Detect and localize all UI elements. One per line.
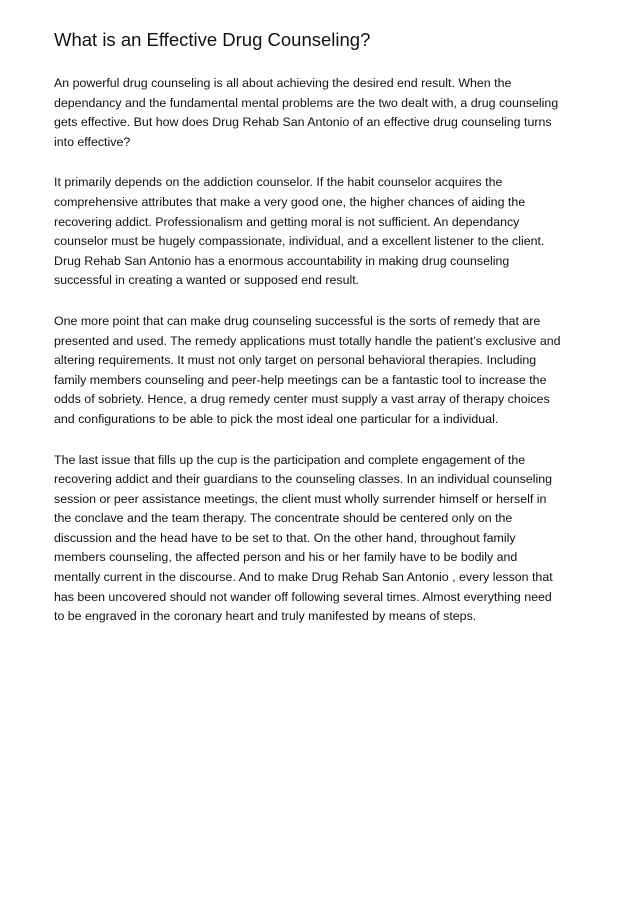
text-line: counselor must be hugely compassionate, individual, and a excellent listener to the client. <box>54 234 545 249</box>
text-line: altering requirements. It must not only target on personal behavioral therapies. Including <box>54 353 537 368</box>
page-title: What is an Effective Drug Counseling? <box>54 29 371 50</box>
text-line: presented and used. The remedy applications must totally handle the patient’s exclusive and <box>54 333 561 348</box>
text-line: comprehensive attributes that make a very good one, the higher chances of aiding the <box>54 194 526 209</box>
text-line: and configurations to be able to pick the most ideal one particular for a individual. <box>54 411 499 426</box>
text-line: It primarily depends on the addiction counselor. If the habit counselor acquires the <box>54 175 503 190</box>
text-line: One more point that can make drug counseling successful is the sorts of remedy that are <box>54 313 541 328</box>
text-line: gets effective. But how does Drug Rehab San Antonio of an effective drug counseling turns <box>54 115 552 130</box>
text-line: recovering addict. Professionalism and getting moral is not sufficient. An dependancy <box>54 214 520 229</box>
text-line: members counseling, the affected person and his or her family have to be bodily and <box>54 550 518 565</box>
text-line: Drug Rehab San Antonio has a enormous accountability in making drug counseling <box>54 253 510 268</box>
paragraph-4 <box>54 451 586 627</box>
text-line: the conclave and the team therapy. The concentrate should be centered only on the <box>54 511 513 526</box>
text-line: has been uncovered should not wander off following several times. Almost everything need <box>54 589 552 604</box>
text-line: family members counseling and peer-help meetings can be a fantastic tool to increase the <box>54 372 547 387</box>
text-line: odds of sobriety. Hence, a drug remedy center must supply a vast array of therapy choices <box>54 392 550 407</box>
document-page <box>54 28 586 648</box>
text-line: mentally current in the discourse. And to make Drug Rehab San Antonio , every lesson that <box>54 570 553 585</box>
text-line: The last issue that fills up the cup is the participation and complete engagement of the <box>54 452 526 467</box>
text-line: dependancy and the fundamental mental problems are the two dealt with, a drug counseling <box>54 95 559 110</box>
text-line: into effective? <box>54 134 131 149</box>
text-line: successful in creating a wanted or supposed end result. <box>54 273 360 288</box>
paragraph-1 <box>54 74 586 152</box>
paragraph-2 <box>54 173 586 291</box>
text-line: An powerful drug counseling is all about achieving the desired end result. When the <box>54 76 512 90</box>
text-line: session or peer assistance meetings, the client must wholly surrender himself or herself in <box>54 491 547 506</box>
paragraph-3 <box>54 312 586 430</box>
text-line: discussion and the head have to be set to that. On the other hand, throughout family <box>54 530 516 545</box>
text-line: to be engraved in the coronary heart and truly manifested by means of steps. <box>54 609 477 624</box>
text-line: recovering addict and their guardians to the counseling classes. In an individual counseling <box>54 472 553 487</box>
